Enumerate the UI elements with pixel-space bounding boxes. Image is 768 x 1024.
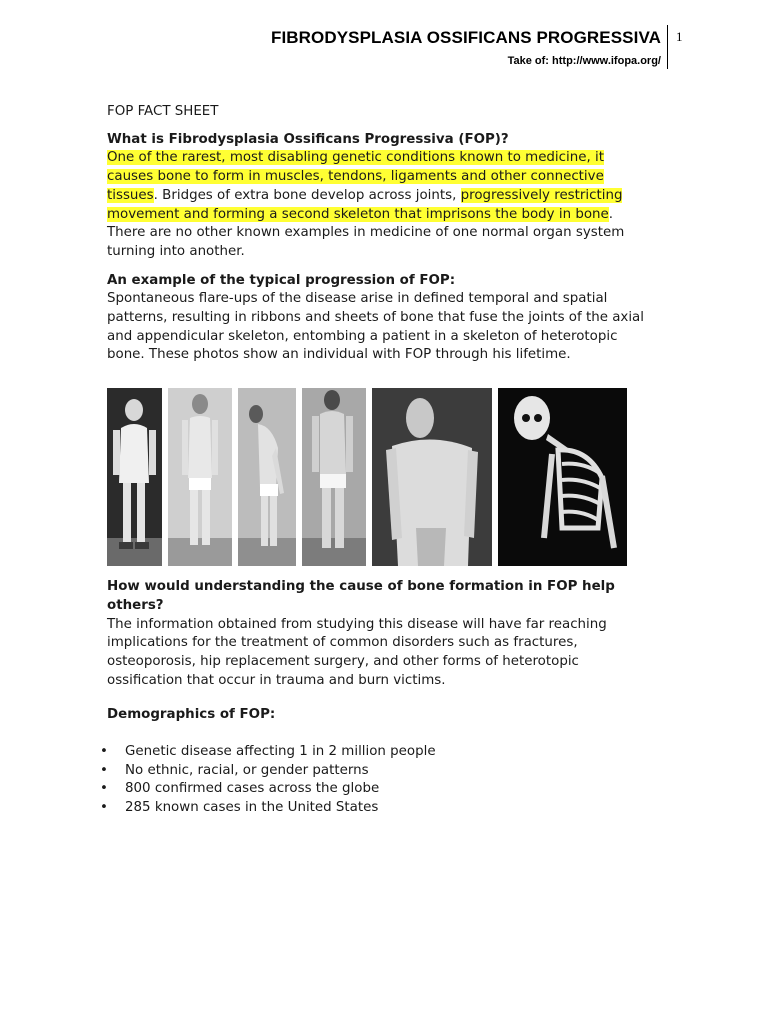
source-line: Take of: http://www.ifopa.org/ xyxy=(507,55,661,67)
photo-child xyxy=(107,388,162,566)
intro-highlight-1: One of the rarest, most disabling genetic conditions known to medicine, it causes bone to form in muscles, tendons, ligaments and other connective tissues xyxy=(107,150,604,203)
progression-heading: An example of the typical progression of FOP: xyxy=(107,272,456,288)
list-item: • No ethnic, racial, or gender patterns xyxy=(107,762,647,781)
progression-photo-strip xyxy=(107,388,641,566)
page-number: 1 xyxy=(676,29,683,44)
list-item: • Genetic disease affecting 1 in 2 million people xyxy=(107,743,647,762)
demographics-list xyxy=(107,743,647,818)
intro-heading: What is Fibrodysplasia Ossificans Progressiva (FOP)? xyxy=(107,131,509,147)
understanding-paragraph: The information obtained from studying this disease will have far reaching implications for the treatment of common disorders such as fractures, osteoporosis, hip replacement surgery, and other forms of heterotopic ossification that occur in trauma and burn victims. xyxy=(107,616,607,688)
list-item: • 800 confirmed cases across the globe xyxy=(107,780,647,799)
intro-paragraph xyxy=(107,149,647,261)
document-title: FIBRODYSPLASIA OSSIFICANS PROGRESSIVA xyxy=(270,28,661,47)
intro-highlight-2: progressively restricting movement and forming a second skeleton that imprisons the body in bone xyxy=(107,187,623,222)
progression-paragraph: Spontaneous flare-ups of the disease arise in defined temporal and spatial patterns, resulting in ribbons and sheets of bone that fuse the joints of the axial and appendicular skeleton, entombing a patient in a skeleton of heterotopic bone. These photos show an individual with FOP through his lifetime. xyxy=(107,291,644,363)
intro-text-2: . There are no other known examples in medicine of one normal organ system turning into another. xyxy=(107,206,625,259)
demographics-heading: Demographics of FOP: xyxy=(107,707,276,723)
document-body xyxy=(107,103,647,818)
sheet-title: FOP FACT SHEET xyxy=(107,104,219,119)
understanding-heading: How would understanding the cause of bone formation in FOP help others? xyxy=(107,579,615,613)
photo-adolescent xyxy=(302,388,366,566)
intro-text-1: . Bridges of extra bone develop across joints, xyxy=(153,187,461,203)
photo-adult xyxy=(372,388,492,566)
photo-skeleton xyxy=(498,388,627,566)
header-divider xyxy=(667,25,668,69)
photo-teen xyxy=(238,388,296,566)
photo-boy xyxy=(168,388,232,566)
list-item: • 285 known cases in the United States xyxy=(107,799,647,818)
